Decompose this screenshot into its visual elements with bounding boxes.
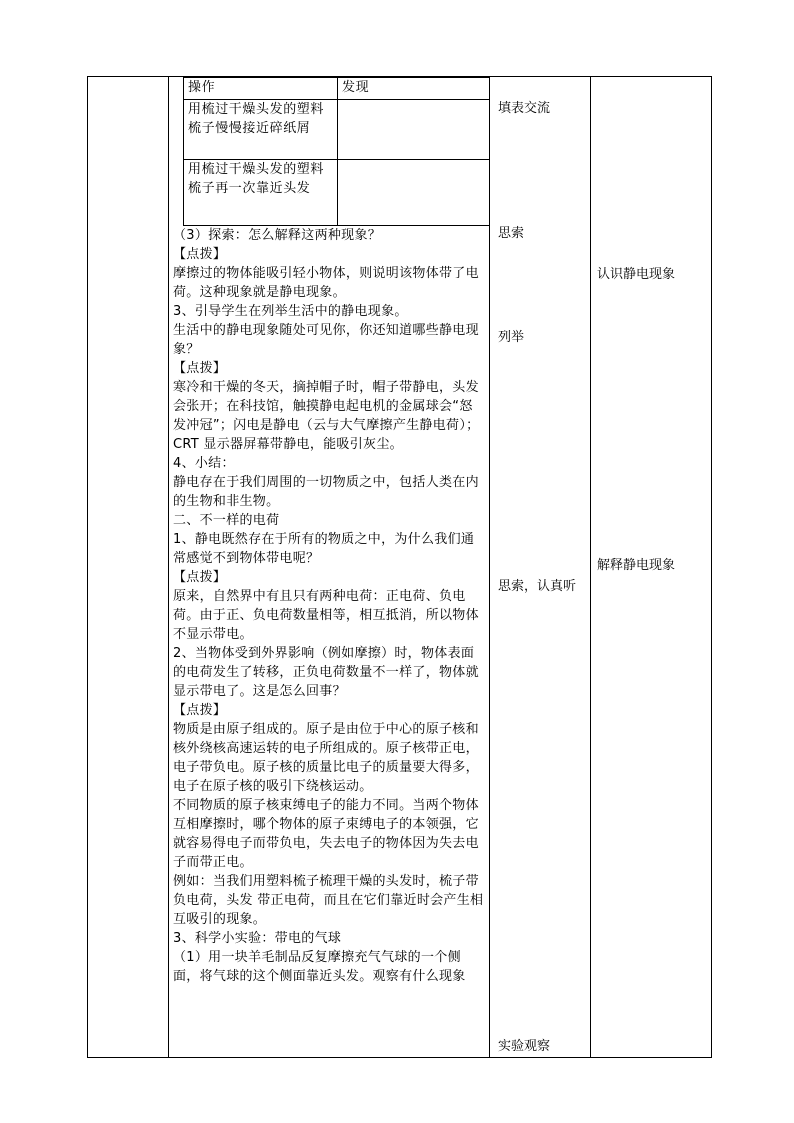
paragraph: （1）用一块羊毛制品反复摩擦充气气球的一个侧面，将气球的这个侧面靠近头发。观察有什么现象 <box>173 950 466 984</box>
observation-row-op: 用梳过干燥头发的塑料梳子再一次靠近头发 <box>184 160 338 226</box>
paragraph: 3、科学小实验：带电的气球 <box>173 931 342 946</box>
paragraph: 原来，自然界中有且只有两种电荷：正电荷、负电荷。由于正、负电荷数量相等，相互抵消，所以物体不显示带电。 <box>173 589 479 642</box>
teaching-goal-cell <box>591 77 712 1058</box>
paragraph: 4、小结： <box>173 456 235 471</box>
observation-header-find: 发现 <box>338 78 490 100</box>
paragraph: 【点拨】 <box>173 570 227 585</box>
paragraph: （3）探索：怎么解释这两种现象？ <box>173 228 382 243</box>
paragraph: 物质是由原子组成的。原子是由位于中心的原子核和核外绕核高速运转的电子所组成的。原子核带正电，电子带负电。原子核的质量比电子的质量要大得多，电子在原子核的吸引下绕核运动。 <box>173 722 479 794</box>
paragraph: 寒冷和干燥的冬天，摘掉帽子时，帽子带静电，头发会张开；在科技馆，触摸静电起电机的金属球会“怒发冲冠”；闪电是静电（云与大气摩擦产生静电荷）； CRT 显示器屏幕带静电，能吸引灰尘。 <box>173 380 480 452</box>
paragraph: 例如：当我们用塑料梳子梳理干燥的头发时，梳子带负电荷，头发 带正电荷，而且在它们靠近时会产生相互吸引的现象。 <box>173 874 484 927</box>
teaching-content-cell <box>169 77 490 1058</box>
goal-note: 解释静电现象 <box>597 558 676 573</box>
observation-row-op: 用梳过干燥头发的塑料梳子慢慢接近碎纸屑 <box>184 100 338 160</box>
activity-note: 思索，认真听 <box>498 579 577 594</box>
paragraph: 生活中的静电现象随处可见你，你还知道哪些静电现象？ <box>173 323 479 357</box>
paragraph: 【点拨】 <box>173 247 227 262</box>
observation-row-find <box>338 100 490 160</box>
observation-row-find <box>338 160 490 226</box>
activity-note: 列举 <box>498 330 525 345</box>
lesson-plan-table <box>87 76 712 1058</box>
paragraph: 【点拨】 <box>173 703 227 718</box>
teaching-content <box>173 226 485 986</box>
paragraph: 【点拨】 <box>173 361 227 376</box>
paragraph: 3、引导学生在列举生活中的静电现象。 <box>173 304 408 319</box>
activity-note: 思索 <box>498 226 525 241</box>
paragraph: 不同物质的原子核束缚电子的能力不同。当两个物体互相摩擦时，哪个物体的原子束缚电子的本领强，它就容易得电子而带负电，失去电子的物体因为失去电子而带正电。 <box>173 798 479 870</box>
paragraph: 摩擦过的物体能吸引轻小物体，则说明该物体带了电荷。这种现象就是静电现象。 <box>173 266 479 300</box>
blank-column <box>88 77 169 1058</box>
student-activity-cell <box>490 77 591 1058</box>
paragraph: 2、当物体受到外界影响（例如摩擦）时，物体表面的电荷发生了转移，正负电荷数量不一样了，物体就显示带电了。这是怎么回事？ <box>173 646 479 699</box>
activity-note: 填表交流 <box>498 101 551 116</box>
goal-note: 认识静电现象 <box>597 267 676 282</box>
observation-header-op: 操作 <box>184 78 338 100</box>
paragraph: 二、不一样的电荷 <box>173 513 280 528</box>
paragraph: 1、静电既然存在于所有的物质之中，为什么我们通常感觉不到物体带电呢？ <box>173 532 475 566</box>
paragraph: 静电存在于我们周围的一切物质之中，包括人类在内的生物和非生物。 <box>173 475 479 509</box>
activity-note: 实验观察 <box>498 1039 551 1054</box>
observation-table <box>183 77 489 226</box>
